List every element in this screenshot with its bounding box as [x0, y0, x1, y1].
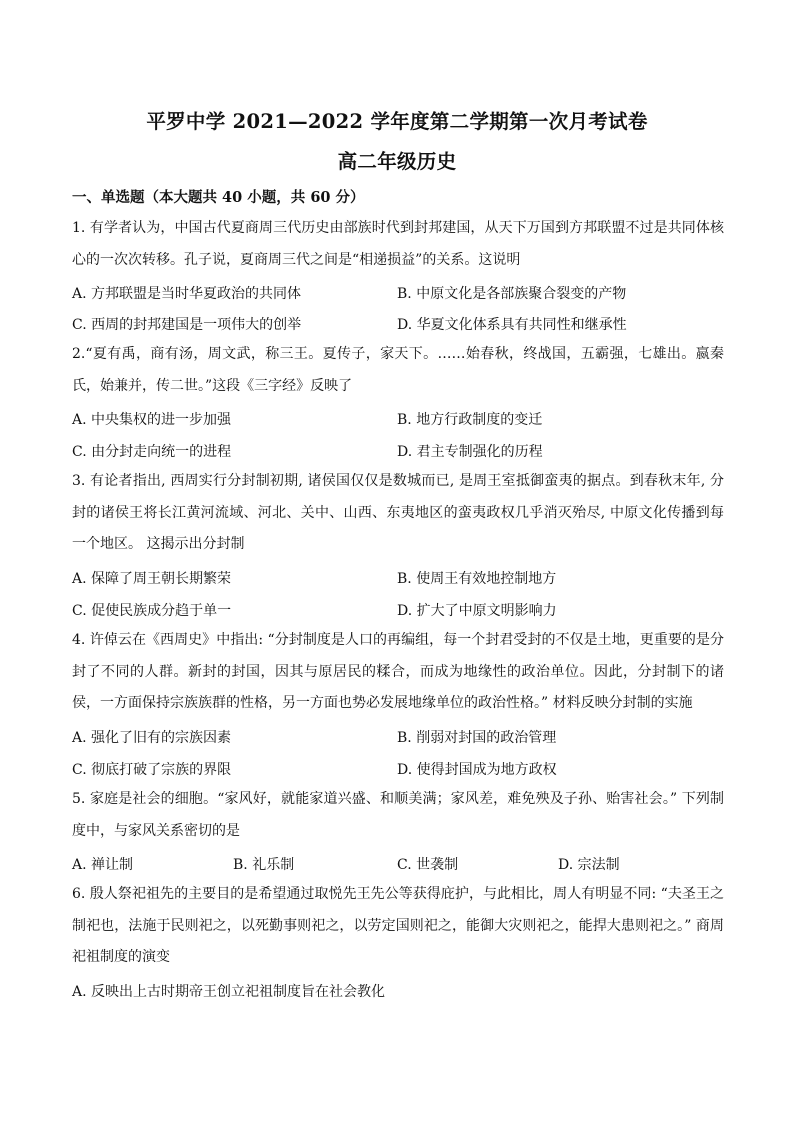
question-3-option-c[interactable]: C. 促使民族成分趋于单一 [72, 603, 232, 619]
question-2-option-a[interactable]: A. 中央集权的进一步加强 [72, 412, 232, 428]
question-3-option-a[interactable]: A. 保障了周王朝长期繁荣 [72, 571, 232, 587]
question-1-option-a[interactable]: A. 方邦联盟是当时华夏政治的共同体 [72, 286, 302, 302]
question-1-option-c[interactable]: C. 西周的封邦建国是一项伟大的创举 [72, 317, 302, 333]
question-5-stem: 5. 家庭是社会的细胞。“家风好，就能家道兴盛、和顺美满；家风差，难免殃及子孙、贻害社会。” 下列制度中，与家风关系密切的是 [72, 791, 724, 839]
question-4-option-c[interactable]: C. 彻底打破了宗族的界限 [72, 762, 232, 778]
section-heading: 一、单选题（本大题共 40 小题，共 60 分） [72, 189, 365, 206]
question-5-option-d[interactable]: D. 宗法制 [558, 857, 620, 873]
question-3-option-d[interactable]: D. 扩大了中原文明影响力 [397, 603, 557, 619]
question-4-stem: 4. 许倬云在《西周史》中指出: “分封制度是人口的再编组，每一个封君受封的不仅是土地，更重要的是分封了不同的人群。新封的封国，因其与原居民的糅合，而成为地缘性的政治单位。因此，分封制下的诸侯，一方面保持宗族族群的性格，另一方面也势必发展地缘单位的政治性格。” 材料反映分封制的实施 [72, 632, 724, 711]
question-3-stem: 3. 有论者指出, 西周实行分封制初期, 诸侯国仅仅是数城而已, 是周王室抵御蛮夷的据点。到春秋末年, 分封的诸侯王将长江黄河流域、河北、关中、山西、东夷地区的蛮夷政权几乎消灭殆尽, 中原文化传播到每一个地区。 这揭示出分封制 [72, 473, 724, 552]
question-4-option-d[interactable]: D. 使得封国成为地方政权 [397, 762, 557, 778]
question-2-stem: 2.“夏有禹，商有汤，周文武，称三王。夏传子，家天下。……始春秋，终战国，五霸强，七雄出。嬴秦氏，始兼并，传二世。”这段《三字经》反映了 [72, 346, 724, 394]
question-1-option-b[interactable]: B. 中原文化是各部族聚合裂变的产物 [397, 286, 627, 302]
question-2-option-b[interactable]: B. 地方行政制度的变迁 [397, 412, 543, 428]
question-1-option-d[interactable]: D. 华夏文化体系具有共同性和继承性 [397, 317, 627, 333]
question-5-option-c[interactable]: C. 世袭制 [397, 857, 459, 873]
question-6-option-a[interactable]: A. 反映出上古时期帝王创立祀祖制度旨在社会教化 [72, 984, 386, 1000]
exam-title: 平罗中学 2021—2022 学年度第二学期第一次月考试卷 [146, 110, 648, 133]
question-5-option-b[interactable]: B. 礼乐制 [233, 857, 295, 873]
exam-subtitle: 高二年级历史 [337, 150, 457, 173]
question-4-option-a[interactable]: A. 强化了旧有的宗族因素 [72, 730, 232, 746]
question-4-option-b[interactable]: B. 削弱对封国的政治管理 [397, 730, 557, 746]
question-3-option-b[interactable]: B. 使周王有效地控制地方 [397, 571, 557, 587]
question-6-stem: 6. 殷人祭祀祖先的主要目的是希望通过取悦先王先公等获得庇护，与此相比，周人有明显不同: “夫圣王之制祀也，法施于民则祀之，以死勤事则祀之，以劳定国则祀之，能御大灾则祀之，能捍大患则祀之。” 商周祀祖制度的演变 [72, 886, 724, 965]
question-5-option-a[interactable]: A. 禅让制 [72, 857, 134, 873]
question-2-option-d[interactable]: D. 君主专制强化的历程 [397, 444, 543, 460]
question-1-stem: 1. 有学者认为，中国古代夏商周三代历史由部族时代到封邦建国，从天下万国到方邦联盟不过是共同体核心的一次次转移。孔子说，夏商周三代之间是“相递损益”的关系。这说明 [72, 220, 724, 268]
question-2-option-c[interactable]: C. 由分封走向统一的进程 [72, 444, 232, 460]
